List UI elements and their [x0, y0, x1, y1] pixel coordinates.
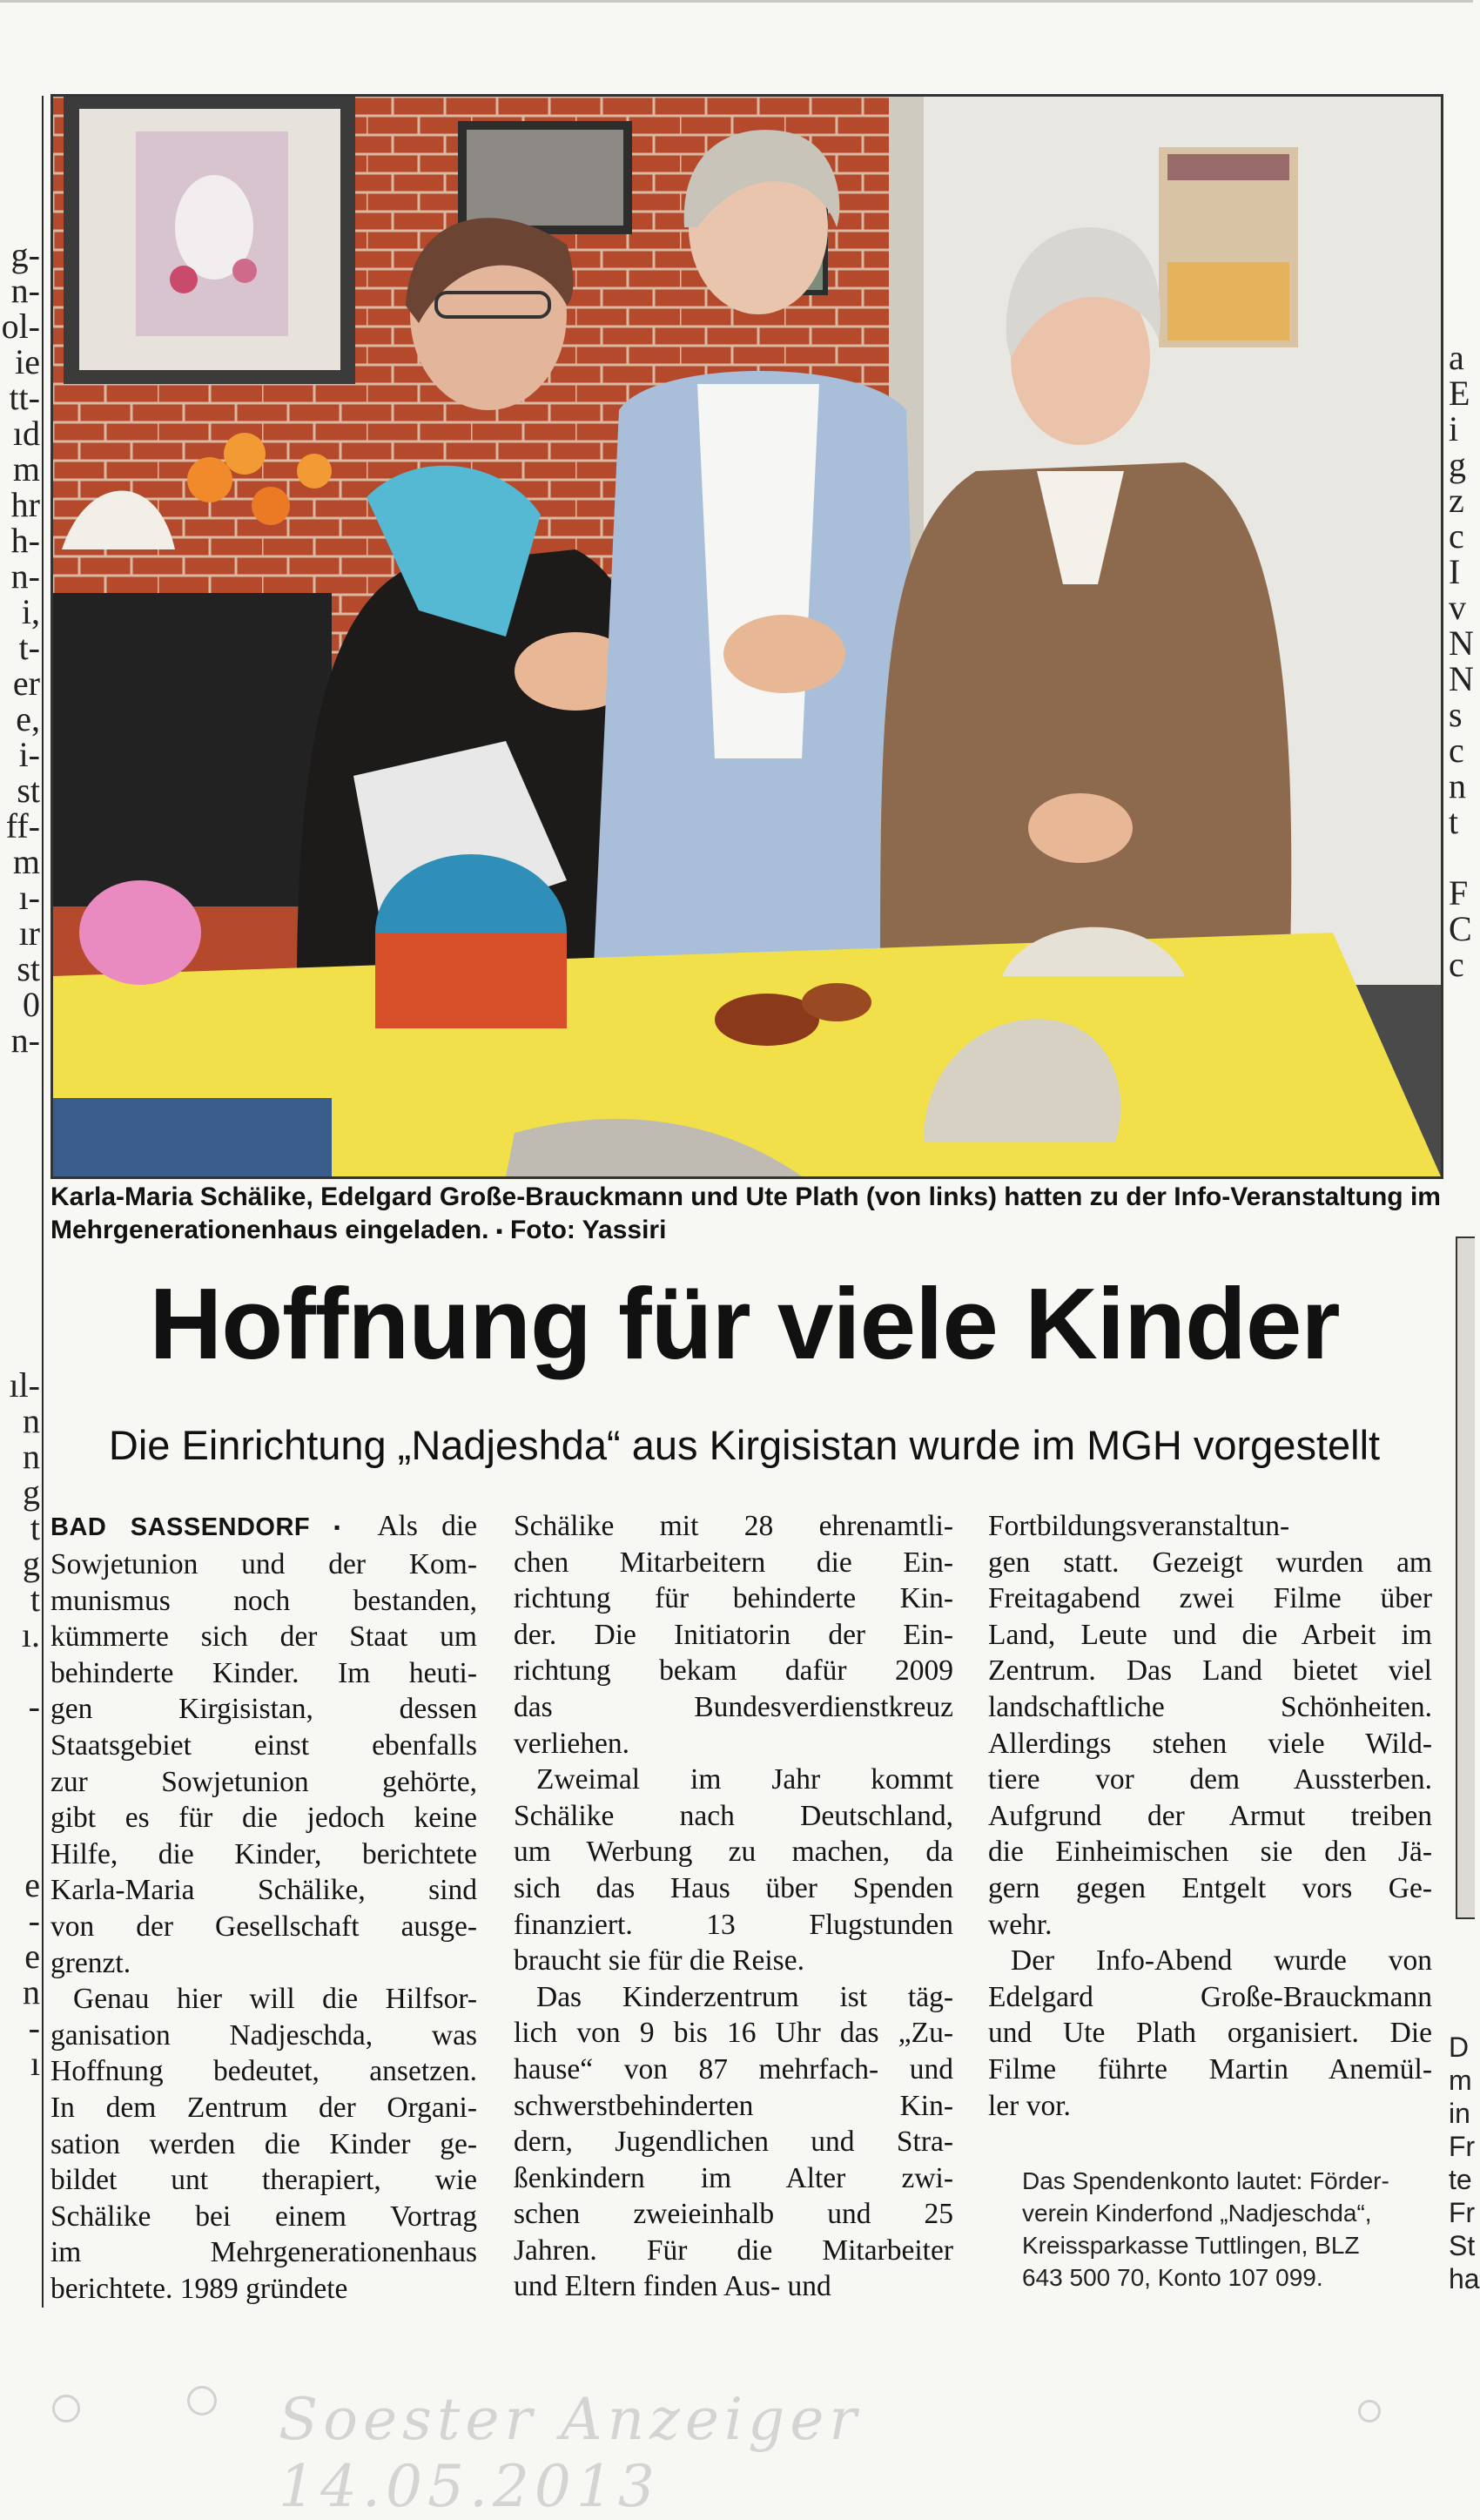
article-line: richtung für behinderte Kin-	[514, 1582, 953, 1615]
article-column-2	[514, 1508, 953, 2305]
article-line: Allerdings stehen viele Wild-	[988, 1727, 1432, 1760]
left-neighbor-fragment-lower	[0, 1367, 40, 2081]
article-line: Das Kinderzentrum ist täg-	[536, 1980, 953, 2013]
neighbor-text-fragment: in	[1449, 2098, 1470, 2129]
donation-line: Kreissparkasse Tuttlingen, BLZ	[1022, 2232, 1360, 2259]
neighbor-text-fragment: h-	[10, 521, 40, 560]
neighbor-text-fragment	[0, 1760, 40, 1796]
caption-bullet: ▪	[495, 1220, 503, 1243]
neighbor-text-fragment: n-	[10, 271, 40, 310]
neighbor-text-fragment: tt-	[9, 378, 40, 417]
article-line: zur Sowjetunion gehörte,	[50, 1765, 477, 1798]
article-photo	[50, 94, 1443, 1179]
neighbor-text-fragment	[0, 1831, 40, 1867]
neighbor-text-fragment	[0, 1796, 40, 1831]
neighbor-text-fragment: t	[30, 1508, 40, 1547]
article-line: In dem Zentrum der Organi-	[50, 2092, 477, 2125]
article-line: sich das Haus über Spenden	[514, 1871, 953, 1904]
neighbor-text-fragment: N	[1449, 623, 1474, 663]
neighbor-text-fragment: st	[17, 949, 40, 988]
page-top-edge	[0, 0, 1473, 3]
article-line: sation werden die Kinder ge-	[50, 2127, 477, 2160]
caption-text: Karla-Maria Schälike, Edelgard Große-Brauckmann und Ute Plath (von links) hatten zu der Info-Veranstaltung im Mehrgenerationenhaus eingeladen.	[50, 1183, 1441, 1244]
article-line: richtung bekam dafür 2009	[514, 1654, 953, 1688]
neighbor-text-fragment: g	[23, 1472, 40, 1512]
neighbor-text-fragment: ıd	[12, 414, 40, 453]
scan-smudge	[52, 2395, 80, 2422]
article-line: braucht sie für die Reise.	[514, 1944, 804, 1978]
article-line: ßenkindern im Alter zwi-	[514, 2161, 953, 2194]
article-line: grenzt.	[50, 1946, 131, 1979]
article-line: bildet unt therapiert, wie	[50, 2164, 477, 2197]
neighbor-text-fragment: e,	[16, 699, 40, 738]
article-line: von der Gesellschaft ausge-	[50, 1910, 477, 1944]
column-rule-left	[42, 96, 44, 2308]
donation-line: 643 500 70, Konto 107 099.	[1022, 2264, 1323, 2291]
article-line: Filme führte Martin Anemül-	[988, 2052, 1432, 2085]
article-line: der. Die Initiatorin der Ein-	[514, 1618, 953, 1651]
neighbor-text-fragment: C	[1449, 909, 1472, 948]
article-line: ganisation Nadjeschda, was	[50, 2018, 477, 2052]
article-line: Hoffnung bedeutet, ansetzen.	[50, 2055, 477, 2088]
neighbor-text-fragment: ır	[18, 913, 40, 953]
neighbor-text-fragment: m	[1449, 2065, 1472, 2096]
left-neighbor-fragment-upper	[0, 237, 40, 1058]
neighbor-text-fragment: z	[1449, 481, 1464, 520]
article-column-3	[988, 1508, 1432, 2124]
article-line: Zweimal im Jahr kommt	[536, 1763, 953, 1796]
neighbor-text-fragment: ı	[30, 2044, 40, 2083]
article-line: gern gegen Entgelt vors Ge-	[988, 1871, 1432, 1904]
neighbor-text-fragment: s	[1449, 695, 1463, 734]
neighbor-text-fragment: ie	[15, 342, 40, 381]
article-column-1	[50, 1508, 477, 2308]
neighbor-text-fragment: i	[1449, 409, 1459, 448]
neighbor-text-fragment: n	[1449, 766, 1466, 805]
article-line: Genau hier will die Hilfsor-	[73, 1983, 477, 2016]
neighbor-text-fragment: v	[1449, 588, 1466, 627]
article-line: Sowjetunion und der Kom-	[50, 1548, 477, 1581]
headline: Hoffnung für viele Kinder	[149, 1267, 1340, 1380]
neighbor-text-fragment: D	[1449, 2031, 1470, 2063]
article-line: berichtete. 1989 gründete	[50, 2272, 348, 2305]
article-line: Hilfe, die Kinder, berichtete	[50, 1837, 477, 1870]
neighbor-text-fragment: F	[1449, 873, 1469, 913]
neighbor-text-fragment: ı.	[21, 1615, 40, 1654]
neighbor-text-fragment: I	[1449, 552, 1461, 591]
article-line: behinderte Kinder. Im heuti-	[50, 1656, 477, 1689]
neighbor-text-fragment: g-	[10, 235, 40, 274]
article-line: chen Mitarbeitern die Ein-	[514, 1546, 953, 1579]
dark-furniture	[53, 593, 332, 906]
neighbor-text-fragment: i,	[21, 592, 40, 631]
neighbor-text-fragment: n-	[10, 1021, 40, 1060]
article-line: Freitagabend zwei Filme über	[988, 1582, 1432, 1615]
dateline: BAD SASSENDORF	[50, 1513, 334, 1541]
article-line: das Bundesverdienstkreuz	[514, 1690, 953, 1723]
article-line: gen statt. Gezeigt wurden am	[988, 1546, 1432, 1579]
neighbor-text-fragment	[0, 1653, 40, 1688]
neighbor-text-fragment: er	[12, 664, 40, 703]
article-line: gen Kirgisistan, dessen	[50, 1693, 477, 1726]
neighbor-text-fragment: Fr	[1449, 2197, 1476, 2228]
article-line: Land, Leute und die Arbeit im	[988, 1618, 1432, 1651]
photo-illustration	[53, 97, 1441, 1176]
article-line: munismus noch bestanden,	[50, 1584, 477, 1617]
neighbor-text-fragment: -	[28, 1687, 40, 1726]
neighbor-text-fragment	[0, 1724, 40, 1760]
neighbor-text-fragment: t	[1449, 802, 1459, 841]
article-line: im Mehrgenerationenhaus	[50, 2236, 477, 2269]
neighbor-text-fragment: t-	[18, 628, 40, 667]
article-line: Schälike bei einem Vortrag	[50, 2200, 477, 2233]
article-line: BAD SASSENDORF ▪ Als die	[50, 1510, 478, 1542]
article-line: Der Info-Abend wurde von	[1011, 1944, 1432, 1978]
article-line: Karla-Maria Schälike, sind	[50, 1874, 477, 1907]
neighbor-text-fragment: g	[1449, 445, 1466, 484]
article-line: ler vor.	[988, 2089, 1071, 2122]
neighbor-text-fragment: N	[1449, 659, 1474, 698]
article-line: dern, Jugendlichen und Stra-	[514, 2126, 953, 2159]
donation-line: verein Kinderfond „Nadjeschda“,	[1022, 2200, 1372, 2227]
article-line: gibt es für die jedoch keine	[50, 1802, 477, 1835]
article-line: Schälike mit 28 ehrenamtli-	[514, 1510, 953, 1542]
neighbor-text-fragment: hr	[10, 485, 40, 524]
article-line: finanziert. 13 Flugstunden	[514, 1908, 953, 1941]
neighbor-text-fragment: -	[28, 1901, 40, 1940]
neighbor-text-fragment	[1449, 839, 1473, 875]
article-line: Edelgard Große-Brauckmann	[988, 1980, 1432, 2013]
neighbor-text-fragment: ıl-	[9, 1365, 40, 1405]
neighbor-text-fragment: n-	[10, 556, 40, 596]
article-line: Fortbildungsveranstaltun-	[988, 1510, 1290, 1542]
handwritten-date-note: Soester Anzeiger 14.05.2013	[279, 2386, 862, 2520]
dateline-marker: ▪	[333, 1518, 378, 1538]
right-neighbor-fragment-lower	[1449, 2031, 1480, 2295]
article-line: landschaftliche Schönheiten.	[988, 1690, 1432, 1723]
neighbor-text-fragment: -	[28, 2008, 40, 2047]
neighbor-text-fragment: e	[24, 1937, 40, 1976]
neighbor-text-fragment: ff-	[5, 806, 40, 846]
neighbor-text-fragment: n	[23, 1972, 40, 2011]
article-line: schen zweieinhalb und 25	[514, 2198, 953, 2231]
neighbor-text-fragment: n	[23, 1437, 40, 1476]
article-line: die Einheimischen sie den Jä-	[988, 1836, 1432, 1869]
article-line: Staatsgebiet einst ebenfalls	[50, 1729, 477, 1762]
article-line: Schälike nach Deutschland,	[514, 1799, 953, 1832]
subheadline: Die Einrichtung „Nadjeshda“ aus Kirgisistan wurde im MGH vorgestellt	[108, 1422, 1381, 1468]
neighbor-text-fragment: a	[1449, 338, 1464, 377]
article-line: verliehen.	[514, 1727, 630, 1760]
article-line: kümmerte sich der Staat um	[50, 1620, 477, 1654]
neighbor-text-fragment: g	[23, 1544, 40, 1583]
neighbor-text-fragment: E	[1449, 374, 1470, 413]
article-line: Aufgrund der Armut treiben	[988, 1799, 1432, 1832]
article-line: und Eltern finden Aus- und	[514, 2270, 831, 2303]
article-line: lich von 9 bis 16 Uhr das „Zu-	[514, 2017, 953, 2050]
article-line: tiere vor dem Aussterben.	[988, 1763, 1432, 1796]
right-neighbor-fragment-upper	[1449, 340, 1473, 982]
neighbor-text-fragment: e	[24, 1865, 40, 1904]
neighbor-text-fragment: ha	[1449, 2263, 1480, 2294]
scan-smudge	[187, 2386, 217, 2416]
neighbor-text-fragment: Fr	[1449, 2131, 1476, 2162]
right-neighbor-photo-edge	[1456, 1236, 1475, 1919]
article-line: hause“ von 87 mehrfach- und	[514, 2052, 953, 2085]
article-line: und Ute Plath organisiert. Die	[988, 2017, 1432, 2050]
neighbor-text-fragment: st	[17, 771, 40, 810]
photo-caption	[50, 1181, 1443, 1248]
neighbor-text-fragment: ı-	[18, 878, 40, 917]
neighbor-text-fragment: St	[1449, 2230, 1476, 2261]
neighbor-text-fragment: c	[1449, 516, 1464, 556]
article-line: schwerstbehinderten Kin-	[514, 2089, 953, 2122]
article-line: wehr.	[988, 1908, 1053, 1941]
neighbor-text-fragment: c	[1449, 945, 1464, 984]
neighbor-text-fragment: ol-	[1, 307, 40, 346]
neighbor-text-fragment: m	[12, 842, 40, 881]
neighbor-text-fragment: m	[12, 449, 40, 489]
donation-note	[1022, 2165, 1431, 2294]
article-line: Zentrum. Das Land bietet viel	[988, 1654, 1432, 1688]
donation-line: Das Spendenkonto lautet: Förder-	[1022, 2167, 1389, 2194]
neighbor-text-fragment: n	[23, 1401, 40, 1440]
neighbor-text-fragment: t	[30, 1580, 40, 1619]
neighbor-text-fragment: c	[1449, 731, 1464, 770]
article-line: um Werbung zu machen, da	[514, 1836, 953, 1869]
neighbor-text-fragment: 0	[23, 985, 40, 1024]
scan-smudge	[1358, 2400, 1381, 2422]
article-line: Jahren. Für die Mitarbeiter	[514, 2234, 953, 2267]
neighbor-text-fragment: te	[1449, 2164, 1472, 2195]
photo-credit: Foto: Yassiri	[509, 1216, 667, 1244]
neighbor-text-fragment: i-	[18, 735, 40, 774]
pink-flower	[79, 880, 201, 985]
